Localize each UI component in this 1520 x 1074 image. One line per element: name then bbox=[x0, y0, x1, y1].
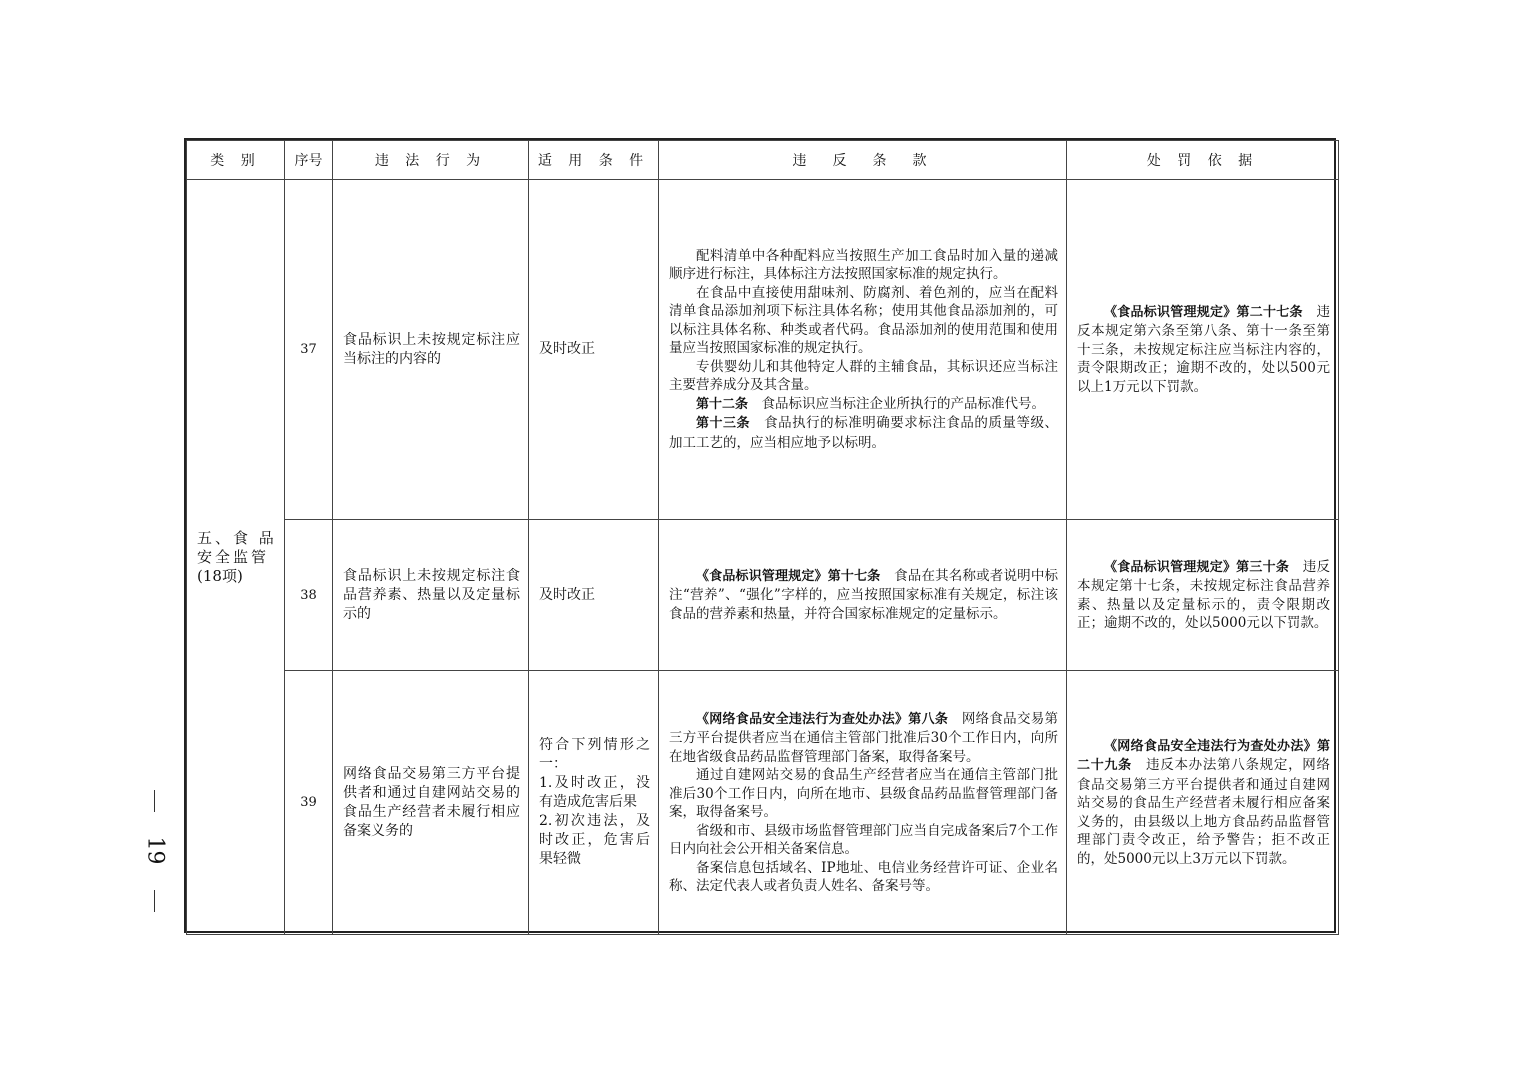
condition-item: 1.及时改正，没有造成危害后果 bbox=[539, 775, 650, 810]
basis-article-title: 《网络食品安全违法行为查处办法》第二十九条 bbox=[1077, 738, 1330, 774]
clause-paragraph bbox=[669, 414, 1058, 452]
clause-article-title: 第十三条 bbox=[696, 416, 751, 432]
header-seq: 序号 bbox=[285, 141, 333, 180]
condition-text: 及时改正 bbox=[539, 586, 595, 603]
clause-paragraph: 省级和市、县级市场监督管理部门应当自完成备案后7个工作日内向社会公开相关备案信息。 bbox=[669, 822, 1058, 857]
basis-article-title: 《食品标识管理规定》第三十条 bbox=[1104, 559, 1290, 575]
page-number-marker bbox=[138, 790, 172, 920]
violation-cell bbox=[333, 180, 529, 520]
header-violation: 违 法 行 为 bbox=[333, 141, 529, 180]
violation-cell bbox=[333, 671, 529, 935]
basis-cell bbox=[1067, 520, 1339, 671]
condition-text: 及时改正 bbox=[539, 341, 595, 357]
row-number: 37 bbox=[285, 180, 333, 520]
clause-cell bbox=[659, 671, 1067, 935]
page-number: 19 bbox=[142, 836, 168, 865]
clause-article-text: 网络食品交易第三方平台提供者应当在通信主管部门批准后30个工作日内，向所在地省级食品药品监督管理部门备案，取得备案号。 bbox=[669, 710, 1058, 765]
violation-text: 食品标识上未按规定标注食品营养素、热量以及定量标示的 bbox=[343, 567, 520, 622]
table-row bbox=[187, 180, 1339, 520]
regulation-table bbox=[186, 140, 1339, 935]
basis-article-text: 违反本规定第十七条，未按规定标注食品营养素、热量以及定量标示的，责令限期改正；逾期不改的，处以5000元以下罚款。 bbox=[1077, 558, 1330, 631]
row-number: 38 bbox=[285, 520, 333, 671]
basis-paragraph bbox=[1077, 303, 1330, 397]
basis-cell bbox=[1067, 180, 1339, 520]
regulation-table-frame bbox=[184, 138, 1336, 933]
header-clause: 违 反 条 款 bbox=[659, 141, 1067, 180]
basis-cell bbox=[1067, 671, 1339, 935]
page-number-dash bbox=[154, 790, 155, 812]
category-line: 五、食 品 bbox=[197, 528, 277, 547]
condition-cell bbox=[529, 520, 659, 671]
page-number-dash bbox=[154, 890, 155, 912]
basis-paragraph bbox=[1077, 737, 1330, 869]
clause-cell bbox=[659, 180, 1067, 520]
basis-paragraph bbox=[1077, 558, 1330, 633]
condition-cell bbox=[529, 180, 659, 520]
clause-paragraph bbox=[669, 710, 1058, 767]
header-category: 类 别 bbox=[187, 141, 285, 180]
table-row bbox=[187, 520, 1339, 671]
category-cell bbox=[187, 180, 285, 935]
row-number: 39 bbox=[285, 671, 333, 935]
clause-article-title: 《网络食品安全违法行为查处办法》第八条 bbox=[696, 711, 949, 727]
clause-paragraph: 配料清单中各种配料应当按照生产加工食品时加入量的递减顺序进行标注，具体标注方法按照国家标准的规定执行。 bbox=[669, 247, 1058, 283]
clause-article-text: 食品标识应当标注企业所执行的产品标准代号。 bbox=[748, 395, 1046, 412]
clause-paragraph bbox=[669, 567, 1058, 624]
condition-item: 2.初次违法，及时改正，危害后果轻微 bbox=[539, 813, 650, 867]
clause-paragraph: 通过自建网站交易的食品生产经营者应当在通信主管部门批准后30个工作日内，向所在地市、县级食品药品监督管理部门备案，取得备案号。 bbox=[669, 767, 1058, 820]
header-condition: 适 用 条 件 bbox=[529, 141, 659, 180]
violation-text: 网络食品交易第三方平台提供者和通过自建网站交易的食品生产经营者未履行相应备案义务的 bbox=[343, 765, 520, 839]
clause-paragraph: 备案信息包括域名、IP地址、电信业务经营许可证、企业名称、法定代表人或者负责人姓名、备案号等。 bbox=[669, 859, 1058, 894]
basis-article-text: 违反本办法第八条规定，网络食品交易第三方平台提供者和通过自建网站交易的食品生产经营者未履行相应备案义务的，由县级以上地方食品药品监督管理部门责令改正，给予警告；拒不改正的，处5000元以上3万元以下罚款。 bbox=[1077, 757, 1330, 867]
clause-article-text: 食品执行的标准明确要求标注食品的质量等级、加工工艺的，应当相应地予以标明。 bbox=[669, 415, 1058, 451]
clause-article-text: 食品在其名称或者说明中标注“营养”、“强化”字样的，应当按照国家标准有关规定，标注该食品的营养素和热量，并符合国家标准规定的定量标示。 bbox=[669, 567, 1058, 622]
basis-article-title: 《食品标识管理规定》第二十七条 bbox=[1104, 304, 1303, 320]
condition-intro: 符合下列情形之一： bbox=[539, 737, 650, 772]
clause-paragraph: 专供婴幼儿和其他特定人群的主辅食品，其标识还应当标注主要营养成分及其含量。 bbox=[669, 358, 1058, 394]
clause-article-title: 第十二条 bbox=[696, 396, 749, 412]
violation-text: 食品标识上未按规定标注应当标注的内容的 bbox=[343, 331, 520, 367]
table-row bbox=[187, 671, 1339, 935]
clause-cell bbox=[659, 520, 1067, 671]
clause-article-title: 《食品标识管理规定》第十七条 bbox=[696, 568, 881, 584]
condition-cell bbox=[529, 671, 659, 935]
clause-paragraph: 在食品中直接使用甜味剂、防腐剂、着色剂的，应当在配料清单食品添加剂项下标注具体名称；使用其他食品添加剂的，可以标注具体名称、种类或者代码。食品添加剂的使用范围和使用量应当按照国家标准的规定执行。 bbox=[669, 284, 1058, 357]
header-row bbox=[187, 141, 1339, 180]
violation-cell bbox=[333, 520, 529, 671]
clause-paragraph bbox=[669, 395, 1058, 415]
category-line: 安全监管 bbox=[197, 547, 270, 566]
header-basis: 处 罚 依 据 bbox=[1067, 141, 1339, 180]
category-count: (18项) bbox=[197, 566, 243, 585]
basis-article-text: 违反本规定第六条至第八条、第十一条至第十三条，未按规定标注应当标注内容的，责令限期改正；逾期不改的，处以500元以上1万元以下罚款。 bbox=[1077, 303, 1330, 395]
